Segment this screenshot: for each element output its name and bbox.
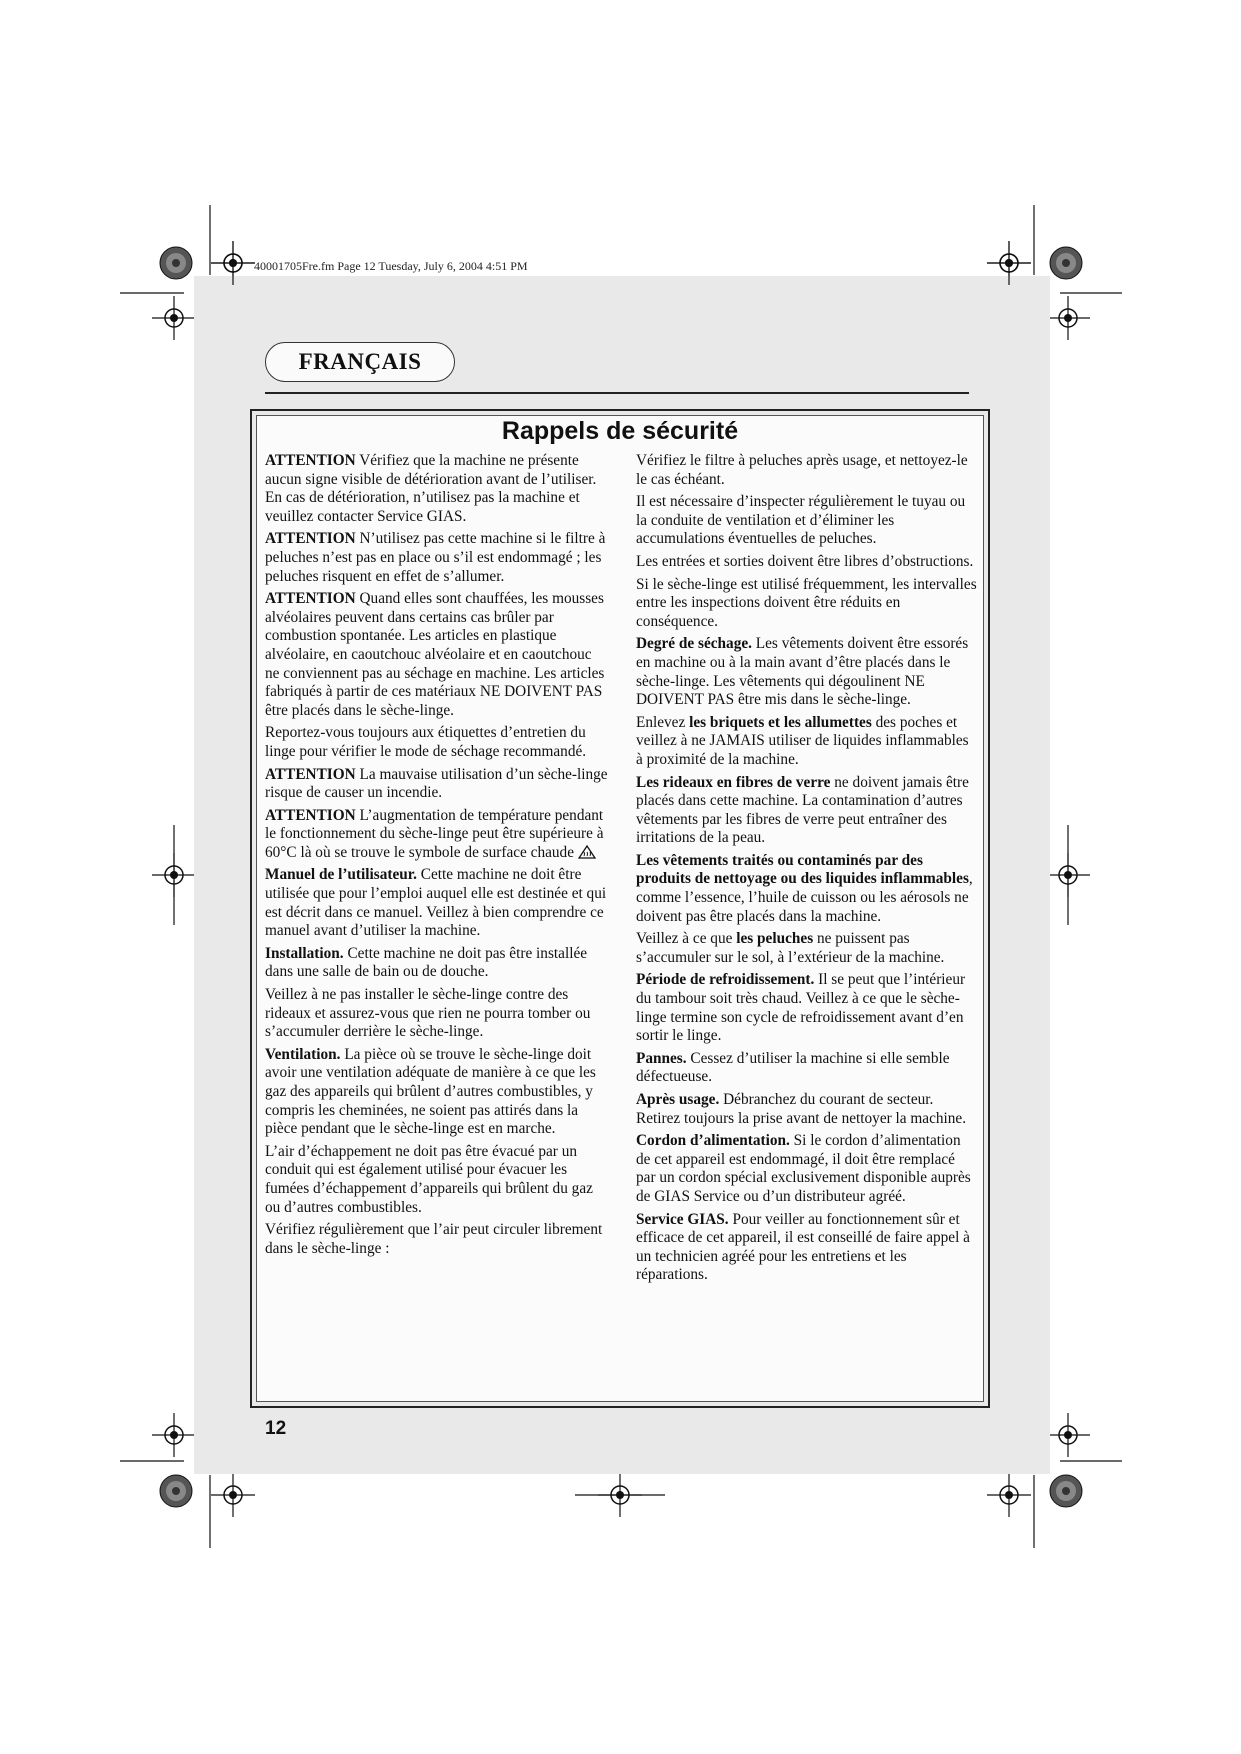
paragraph: Cordon d’alimentation. Si le cordon d’alimentation de cet appareil est endommagé, il doit être remplacé par un cordon spécial exclusivement disponible auprès de GIAS Service ou d’un distributeur agréé. [636,1132,971,1205]
paragraph: ATTENTION Quand elles sont chauffées, les mousses alvéolaires peuvent dans certains cas brûler par combustion spontanée. Les articles en plastique alvéolaire, en caoutchouc alvéolaire et en caoutchouc ne conviennent pas au séchage en machine. Les articles fabriqués à partir de ces matériaux NE DOIVENT PAS être placés dans le sèche-linge. [265,590,605,719]
paragraph: Vérifiez le filtre à peluches après usage, et nettoyez-le le cas échéant. [636,452,968,488]
paragraph: ATTENTION L’augmentation de température pendant le fonctionnement du sèche-linge peut être supérieure à 60°C là où se trouve le symbole de surface chaude [265,806,604,861]
paragraph: Service GIAS. Pour veiller au fonctionnement sûr et efficace de cet appareil, il est conseillé de faire appel à un technicien agréé pour les entretiens et les réparations. [636,1210,970,1284]
left-column [265,452,609,1262]
paragraph: Période de refroidissement. Il se peut que l’intérieur du tambour soit très chaud. Veillez à ce que le sèche-linge termine son cycle de refroidissement avant d’en sortir le linge. [636,971,966,1045]
paragraph: Enlevez les briquets et les allumettes des poches et veillez à ne JAMAIS utiliser de liquides inflammables à proximité de la machine. [636,713,969,768]
paragraph: Les rideaux en fibres de verre ne doivent jamais être placés dans cette machine. La contamination d’autres vêtements par les fibres de verre peut entraîner des irritations de la peau. [636,773,969,847]
paragraph: Veillez à ce que les peluches ne puissent pas s’accumuler sur le sol, à l’extérieur de la machine. [636,930,945,966]
paragraph: Après usage. Débranchez du courant de secteur. Retirez toujours la prise avant de nettoyer la machine. [636,1091,967,1127]
paragraph: ATTENTION N’utilisez pas cette machine si le filtre à peluches n’est pas en place ou s’il est endommagé ; les peluches risquent en effet de s’allumer. [265,530,606,585]
paragraph: Les vêtements traités ou contaminés par des produits de nettoyage ou des liquides inflammables, comme l’essence, l’huile de cuisson ou les aérosols ne doivent pas être placés dans la machine. [636,851,973,925]
right-column [636,452,978,1289]
paragraph: Il est nécessaire d’inspecter régulièrement le tuyau ou la conduite de ventilation et d’éliminer les accumulations éventuelles de peluches. [636,493,966,548]
paragraph: Manuel de l’utilisateur. Cette machine ne doit être utilisée que pour l’emploi auquel elle est destinée et qui est décrit dans ce manuel. Veillez à bien comprendre ce manuel avant d’utiliser la machine. [265,866,607,940]
paragraph: ATTENTION La mauvaise utilisation d’un sèche-linge risque de causer un incendie. [265,765,608,802]
page-number: 12 [265,1418,287,1439]
section-title: Rappels de sécurité [501,417,739,445]
paragraph: Si le sèche-linge est utilisé fréquemment, les intervalles entre les inspections doivent être réduits en conséquence. [636,575,977,630]
paragraph: Installation. Cette machine ne doit pas être installée dans une salle de bain ou de douche. [265,944,588,981]
paragraph: Les entrées et sorties doivent être libres d’obstructions. [636,552,974,570]
paragraph: Vérifiez régulièrement que l’air peut circuler librement dans le sèche-linge : [265,1221,603,1257]
paragraph: ATTENTION Vérifiez que la machine ne présente aucun signe visible de détérioration avant de l’utiliser. En cas de détérioration, n’utilisez pas la machine et veuillez contacter Service GIAS. [265,452,597,525]
hot-surface-warning-icon [578,845,596,859]
paragraph: Ventilation. La pièce où se trouve le sèche-linge doit avoir une ventilation adéquate de manière à ce que les gaz des appareils qui brûlent d’autres combustibles, y compris les cheminées, ne soient pas attirés dans la pièce pendant que le sèche-linge est en marche. [265,1045,596,1138]
paragraph: Pannes. Cessez d’utiliser la machine si elle semble défectueuse. [636,1049,950,1086]
paragraph: L’air d’échappement ne doit pas être évacué par un conduit qui est également utilisé pour évacuer les fumées d’échappement d’appareils qui brûlent du gaz ou d’autres combustibles. [265,1142,593,1216]
paragraph: Veillez à ne pas installer le sèche-linge contre des rideaux et assurez-vous que rien ne pourra tomber ou s’accumuler derrière le sèche-linge. [265,986,591,1041]
paragraph: Degré de séchage. Les vêtements doivent être essorés en machine ou à la main avant d’être placés dans le sèche-linge. Les vêtements qui dégoulinent NE DOIVENT PAS être mis dans le sèche-linge. [636,635,969,709]
language-tab: FRANÇAIS [265,342,455,382]
file-slug: 40001705Fre.fm Page 12 Tuesday, July 6, 2004 4:51 PM [254,259,528,273]
header-rule [265,392,969,394]
paragraph: Reportez-vous toujours aux étiquettes d’entretien du linge pour vérifier le mode de séchage recommandé. [265,724,587,760]
